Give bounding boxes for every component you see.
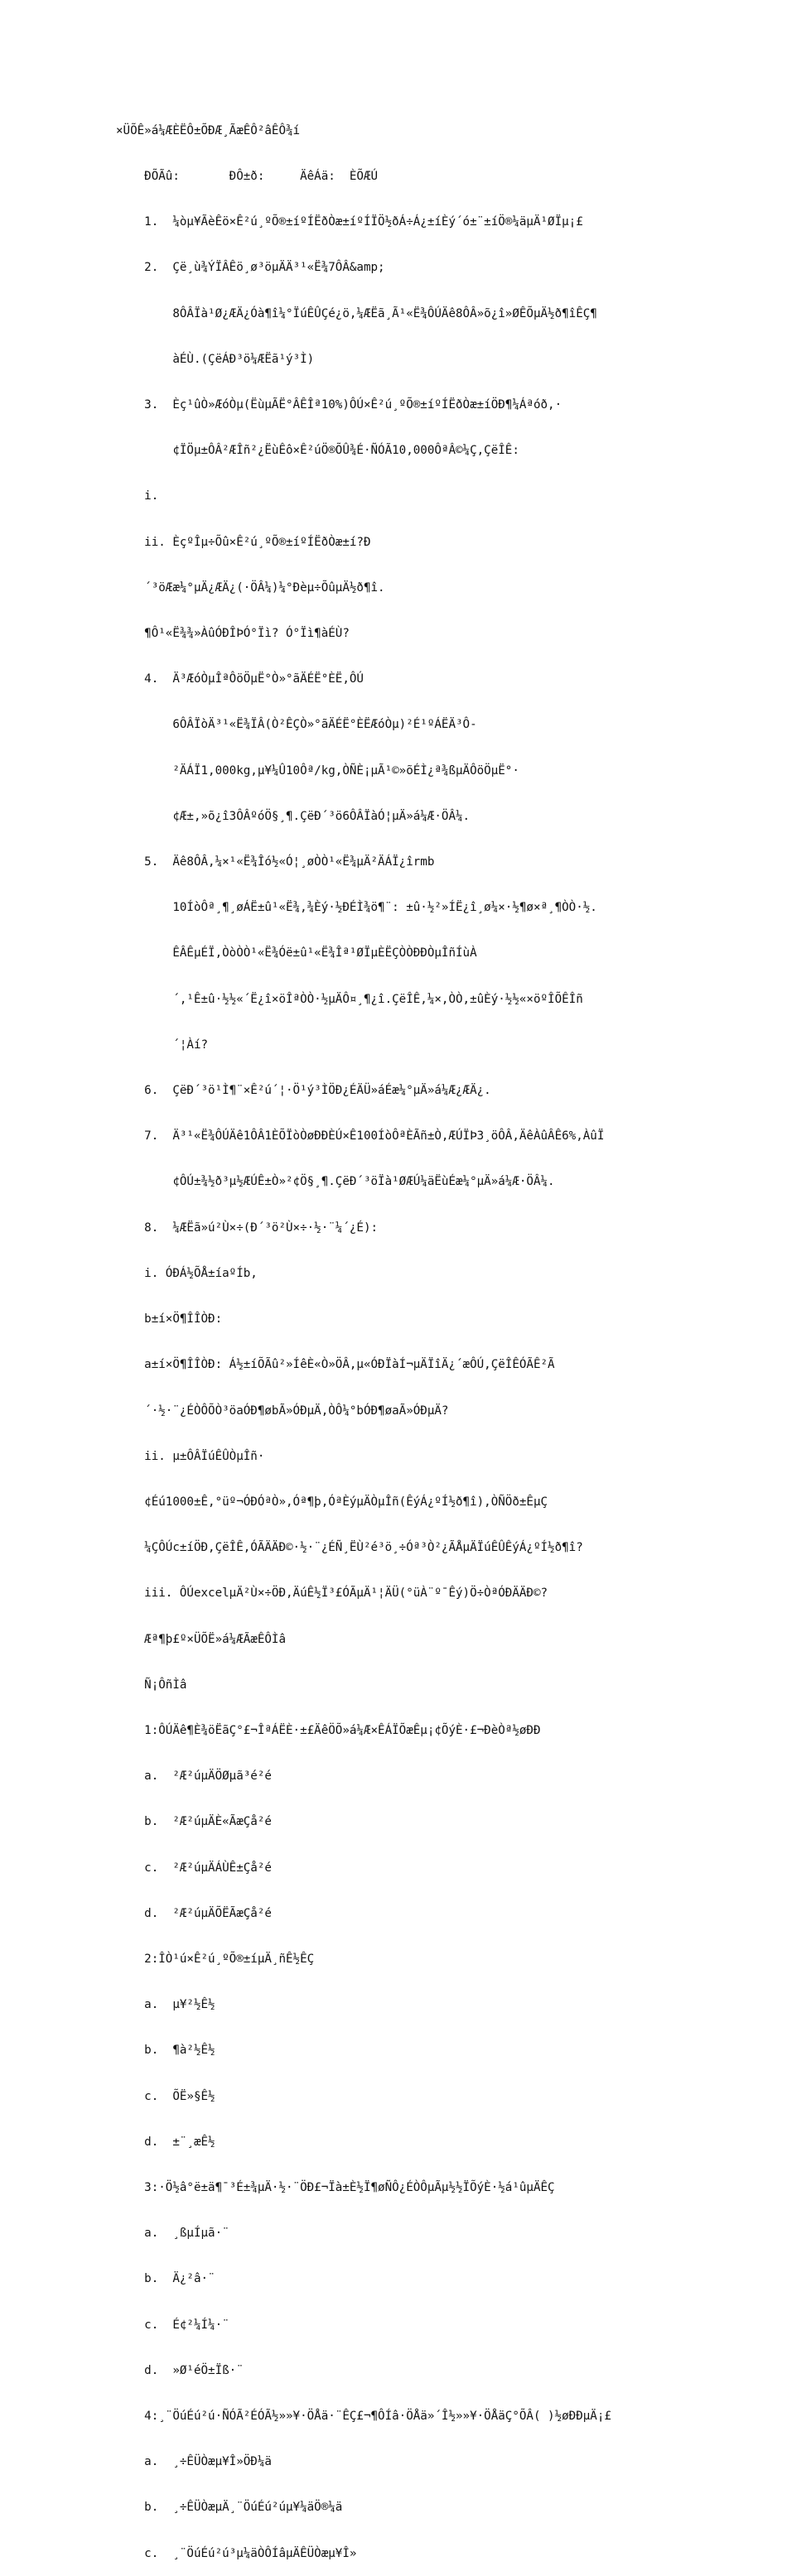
question-7-cont: ¢ÔÚ±¾½ð³µ½ÆÚÊ±Ò»²¢Ö§¸¶.ÇëÐ´³öÏà¹ØÆÚ¼äËùÉæ¼°µÄ»á¼Æ·ÖÂ¼. — [116, 1175, 555, 1189]
question-2-cont: àÉÙ.(ÇëÁÐ³ö¼ÆËã¹ý³Ì) — [116, 352, 315, 366]
choice-question-4: 4:¸¨ÖúÉú²ú·ÑÓÃ²ÉÓÃ½»»¥·ÖÅä·¨ÊÇ£¬¶ÔÍâ·ÖÅä»´Î½»»¥·ÖÅäÇ°ÕÂ( )½øÐÐµÄ¡£ — [116, 2409, 611, 2423]
choice-option: a. ¸ßµÍµã·¨ — [116, 2227, 229, 2241]
question-8-sub-iii: iii. ÔÚexcelµÄ²Ù×÷ÖÐ,ÄúÊ½Ï³£ÓÃµÄ¹¦ÄÜ(°üÀ¨º¯Êý)Ö÷ÒªÓÐÄÄÐ©? — [116, 1587, 548, 1601]
question-8-sub-ii: ii. µ±ÔÂÏúÊÛÒµÎñ· — [116, 1449, 265, 1463]
candidate-info-line: ÐÕÃû: ÐÔ±ð: ÄêÁä: ÈÕÆÚ — [116, 170, 379, 184]
question-6: 6. ÇëÐ´³ö¹Ì¶¨×Ê²ú´¦·Ö¹ý³ÌÖÐ¿ÉÄÜ»áÉæ¼°µÄ»á¼Æ¿ÆÄ¿. — [116, 1084, 491, 1098]
choice-option: d. ²Æ²úµÄÕËÃæÇå²é — [116, 1906, 272, 1920]
question-5-cont: ÊÂÊµÉÏ,ÒòÒÒ¹«Ë¾Óë±û¹«Ë¾Îª¹ØÏµÈËÇÒÒÐÐÒµÎñÍùÀ — [116, 946, 477, 961]
question-2: 2. Çë¸ù¾ÝÏÂÊö¸ø³öµÄÄ³¹«Ë¾7ÔÂ&amp; — [116, 261, 385, 275]
question-8-sub-ii-cont: ¢Éú1000±Ê,°üº¬ÓÐÓªÒ»,Óª¶þ,ÓªÈýµÄÒµÎñ(ÊýÁ¿ºÍ½ð¶î),ÒÑÖð±ÊµÇ — [116, 1495, 548, 1509]
choice-option: c. ÕË»§Ê½ — [116, 2089, 215, 2103]
choice-option: b. Ä¿²â·¨ — [116, 2272, 215, 2286]
question-4-cont: 6ÔÂÏòÄ³¹«Ë¾ÏÂ(Ò²ÊÇÒ»°ãÄÉË°ÈËÆóÒµ)²É¹ºÁËÄ³Ô- — [116, 718, 477, 732]
document-title: ×ÜÕÊ»á¼ÆÈËÔ±ÕÐÆ¸ÃæÊÔ²âÊÔ¾í — [116, 123, 301, 137]
question-5-cont: 10ÍòÔª¸¶¸øÁË±û¹«Ë¾,¾Èý·½ÐÉÌ¾ö¶¨: ±û·½²»ÍË¿î¸ø¼×·½¶ø×ª¸¶ÒÒ·½. — [116, 901, 597, 915]
choice-section-heading: Ñ¡ÔñÌâ — [116, 1678, 187, 1692]
choice-option: a. ¸÷ÊÜÒæµ¥Î»ÖÐ¼ä — [116, 2455, 272, 2469]
choice-option: d. ±¨¸æÊ½ — [116, 2135, 215, 2149]
section-heading: Æª¶þ£º×ÜÕË»á¼ÆÃæÊÔÌâ — [116, 1632, 286, 1646]
question-8: 8. ¼ÆËã»ú²Ù×÷(Ð´³ö²Ù×÷·½·¨¼´¿É): — [116, 1221, 379, 1235]
choice-question-2: 2:ÎÒ¹ú×Ê²ú¸ºÕ®±íµÄ¸ñÊ½ÊÇ — [116, 1952, 315, 1966]
sub-item-ii: ii. ÈçºÎµ÷Õû×Ê²ú¸ºÕ®±íºÍËðÒæ±í?Ð — [116, 535, 371, 549]
question-2-cont: 8ÔÂÏà¹Ø¿ÆÄ¿Óà¶î¼°ÏúÊÛÇé¿ö,¼ÆËã¸Ã¹«Ë¾ÔÚÄê8ÔÂ»õ¿î»ØÊÕµÄ½ð¶îÊÇ¶ — [116, 306, 597, 320]
question-8-sub-ii-cont: ¼ÇÔÚc±íÖÐ,ÇëÎÊ,ÓÃÄÄÐ©·½·¨¿ÉÑ¸ËÙ²é³ö¸÷Óª³Ò²¿ÃÅµÄÏúÊÛÊýÁ¿ºÍ½ð¶î? — [116, 1541, 583, 1555]
question-4-cont: ²ÄÁÏ1,000kg,µ¥¼Û10Ôª/kg,ÒÑÈ¡µÃ¹©»õÉÌ¿ª¾ßµÄÔöÖµË°· — [116, 763, 519, 778]
question-8-sub-i-cont: b±í×Ö¶ÎÎÒÐ: — [116, 1312, 223, 1327]
choice-option: b. ¸÷ÊÜÒæµÄ¸¨ÖúÉú²úµ¥¼äÖ®¼ä — [116, 2501, 343, 2515]
sub-item-ii-cont: ´³öÆæ¼°µÄ¿ÆÄ¿(·ÖÂ¼)¼°Ðèµ÷ÕûµÄ½ð¶î. — [116, 580, 385, 595]
question-8-sub-i-cont: ´·½·¨¿ÉÒÔÕÒ³öaÓÐ¶øbÃ»ÓÐµÄ,ÒÔ¼°bÓÐ¶øaÃ»ÓÐµÄ? — [116, 1404, 449, 1418]
choice-option: b. ²Æ²úµÄÈ«ÃæÇå²é — [116, 1815, 272, 1829]
choice-option: b. ¶à²½Ê½ — [116, 2044, 215, 2058]
question-5-cont: ´,¹Ê±û·½½«´Ë¿î×öÎªÒÒ·½µÄÔ¤¸¶¿î.ÇëÎÊ,¼×,ÒÒ,±ûÈý·½½«×öºÎÕÊÎñ — [116, 992, 583, 1006]
question-1: 1. ¼òµ¥ÃèÊö×Ê²ú¸ºÕ®±íºÍËðÒæ±íºÍÏÖ½ðÁ÷Á¿±íÈý´ó±¨±íÖ®¼äµÄ¹ØÏµ¡£ — [116, 215, 583, 229]
choice-option: c. É¢²¼Í¼·¨ — [116, 2318, 229, 2332]
question-3-cont: ¢ÏÖµ±ÔÂ²ÆÎñ²¿ËùÊô×Ê²úÖ®ÕÛ¾É·ÑÓÃ10,000ÔªÂ©¼Ç,ÇëÎÊ: — [116, 444, 519, 458]
question-5: 5. Äê8ÔÂ,¼×¹«Ë¾Îó½«Ó¦¸øÒÒ¹«Ë¾µÄ²ÄÁÏ¿îrmb — [116, 855, 435, 869]
document-page — [116, 93, 770, 2576]
choice-option: a. ²Æ²úµÄÖØµã³é²é — [116, 1769, 272, 1784]
question-4-cont: ¢Æ±,»õ¿î3ÔÂºóÖ§¸¶.ÇëÐ´³ö6ÔÂÏàÓ¦µÄ»á¼Æ·ÖÂ¼. — [116, 809, 471, 823]
question-8-sub-i-cont: a±í×Ö¶ÎÎÒÐ: Á½±íÕÃû²»ÍêÈ«Ò»ÖÂ,µ«ÓÐÏàÍ¬µÄÏîÄ¿´æÔÚ,ÇëÎÊÓÃÊ²Ã — [116, 1358, 555, 1372]
question-7: 7. Ä³¹«Ë¾ÔÚÄê1ÔÂ1ÈÕÏòÒøÐÐÈÚ×Ê100ÍòÔªÈÃñ±Ò,ÆÚÏÞ3¸öÔÂ,ÄêÀûÂÊ6%,ÀûÏ — [116, 1129, 605, 1144]
question-3: 3. Èç¹ûÒ»ÆóÒµ(ËùµÃË°ÂÊÎª10%)ÔÚ×Ê²ú¸ºÕ®±íºÍËðÒæ±íÖÐ¶¼Áªóð,· — [116, 398, 562, 412]
question-5-cont: ´¦Àí? — [116, 1038, 209, 1052]
choice-option: c. ¸¨ÖúÉú²ú³µ¼äÒÔÍâµÄÊÜÒæµ¥Î» — [116, 2546, 357, 2560]
choice-question-1: 1:ÔÚÄê¶È¾öËãÇ°£¬ÎªÁËÈ·±£ÄêÖÕ»á¼Æ×ÊÁÏÕæÊµ¡¢ÕýÈ·£¬ÐèÒª½øÐÐ — [116, 1723, 541, 1737]
choice-option: a. µ¥²½Ê½ — [116, 1998, 215, 2012]
sub-item-i: i. — [116, 489, 159, 503]
question-8-sub-i: i. ÓÐÁ½ÕÅ±íaºÍb, — [116, 1266, 258, 1280]
choice-question-3: 3:·Ö½â°ë±ä¶¯³É±¾µÄ·½·¨ÖÐ£¬Ïà±È½Ï¶øÑÔ¿ÉÒÔµÃµ½½ÏÕýÈ·½á¹ûµÄÊÇ — [116, 2180, 555, 2194]
choice-option: d. »Ø¹éÖ±Ïß·¨ — [116, 2363, 244, 2377]
sub-item-ii-cont: ¶Ô¹«Ë¾¾»ÀûÓÐÎÞÓ°Ïì? Ó°Ïì¶àÉÙ? — [116, 627, 350, 641]
choice-option: c. ²Æ²úµÄÁÙÊ±Çå²é — [116, 1861, 272, 1875]
question-4: 4. Ä³ÆóÒµÎªÔöÖµË°Ò»°ãÄÉË°ÈË,ÔÚ — [116, 672, 364, 686]
